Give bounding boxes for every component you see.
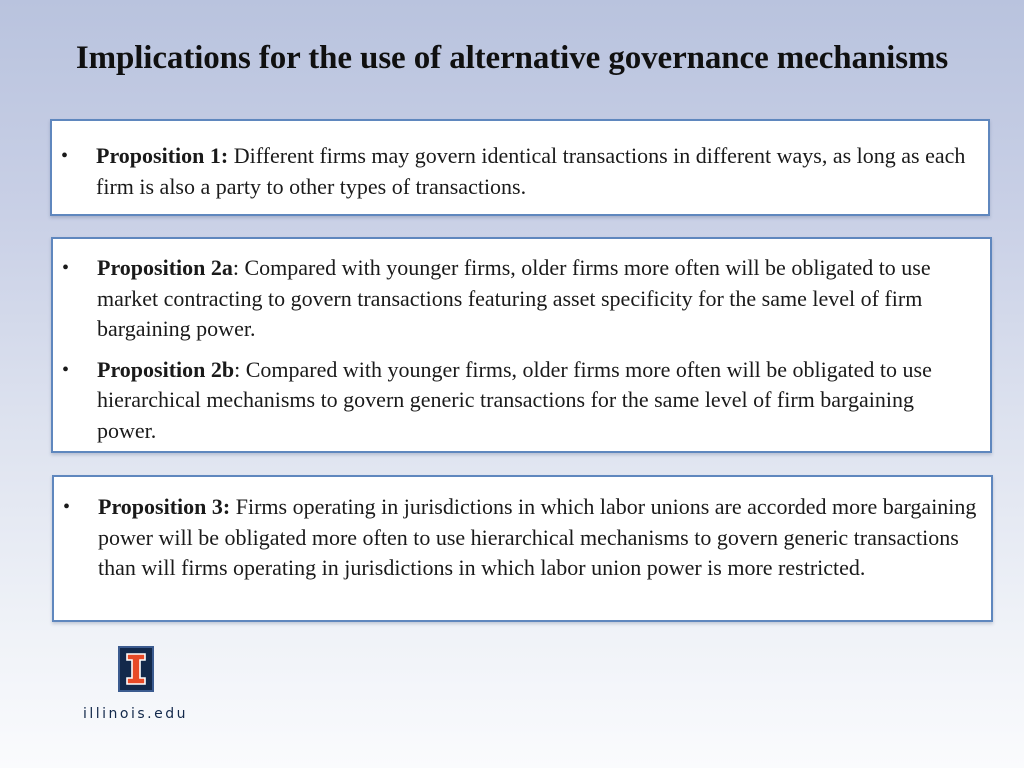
block-i-glyph [124,652,148,686]
bullet-dot: • [62,358,70,381]
slide-title: Implications for the use of alternative governance mechanisms [75,40,949,76]
proposition-2b-text: : Compared with younger firms, older firms more often will be obligated to use hierarchical mechanisms to govern generic transactions for the same level of firm bargaining power. [97,356,932,443]
bullet-dot: • [62,257,70,279]
proposition-2a-label: Proposition 2a [97,255,233,280]
proposition-3-label: Proposition 3: [98,494,231,519]
bullet-dot: • [63,496,71,518]
proposition-1-text: Different firms may govern identical transactions in different ways, as long as each firm is also a party to other types of transactions. [96,143,966,199]
proposition-2-box [51,237,992,453]
illinois-block-i-icon [118,646,154,692]
bullet-dot: • [61,145,69,167]
proposition-3-box [52,475,993,622]
proposition-3-text: Firms operating in jurisdictions in which labor unions are accorded more bargaining power will be obligated more often to use hierarchical mechanisms to govern generic transactions than will firms operating in jurisdictions in which labor union power is more restricted. [98,494,977,580]
proposition-1-label: Proposition 1: [96,143,229,168]
proposition-1-bullet [52,141,988,202]
proposition-2b-label: Proposition 2b [97,356,235,382]
proposition-2a-text: : Compared with younger firms, older firms more often will be obligated to use market contracting to govern transactions featuring asset specificity for the same level of firm bargaining power. [97,255,931,341]
proposition-1-box [50,119,990,216]
proposition-3-bullet [54,492,991,584]
logo-caption: illinois.edu [83,706,189,722]
proposition-2a-bullet [53,253,990,345]
proposition-2b-bullet [53,355,990,447]
